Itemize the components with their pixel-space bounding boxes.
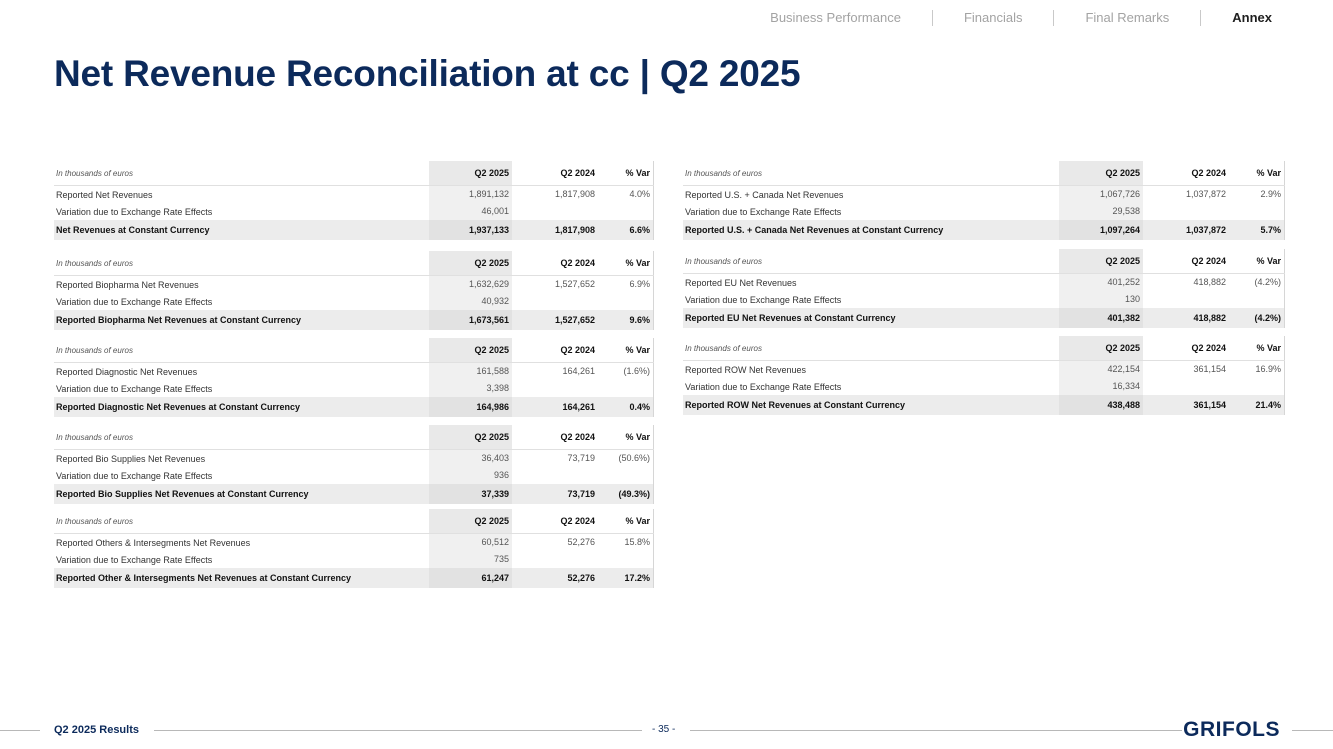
row-label: Variation due to Exchange Rate Effects (685, 206, 842, 217)
unit-label: In thousands of euros (685, 256, 762, 266)
value-q2-2024: 418,882 (1193, 313, 1226, 323)
value-var: 15.8% (598, 534, 654, 551)
value-q2-2024: 1,817,908 (554, 225, 595, 235)
header-q2-2024: Q2 2024 (1191, 343, 1226, 353)
header-var: % Var (1229, 249, 1285, 273)
unit-label: In thousands of euros (56, 258, 133, 268)
reported-row (54, 363, 654, 380)
value-q2-2025: 1,067,726 (1059, 186, 1143, 203)
value-q2-2025: 401,252 (1059, 274, 1143, 291)
value-var (598, 551, 654, 568)
value-q2-2025: 3,398 (429, 380, 512, 397)
nav-financials[interactable]: Financials (963, 10, 1023, 25)
value-var: (1.6%) (598, 363, 654, 380)
header-var: % Var (1229, 161, 1285, 185)
table-header-row (54, 251, 654, 276)
fx-variation-row (54, 380, 654, 397)
value-q2-2024 (1143, 203, 1229, 220)
row-label: Reported Biopharma Net Revenues (56, 279, 199, 290)
value-var (598, 293, 654, 310)
row-label: Reported Bio Supplies Net Revenues at Constant Currency (56, 489, 309, 499)
fx-variation-row (683, 378, 1285, 395)
row-label: Variation due to Exchange Rate Effects (56, 470, 213, 481)
table-header-row (54, 425, 654, 450)
header-var: % Var (598, 161, 654, 185)
revenue-table (683, 336, 1285, 415)
unit-label: In thousands of euros (56, 168, 133, 178)
table-header-row (54, 161, 654, 186)
value-q2-2025: 438,488 (1059, 395, 1143, 415)
revenue-table (54, 161, 654, 240)
row-label: Net Revenues at Constant Currency (56, 225, 210, 235)
value-q2-2024: 1,037,872 (1185, 189, 1226, 199)
reported-row (54, 534, 654, 551)
header-q2-2024: Q2 2024 (560, 345, 595, 355)
value-q2-2025: 36,403 (429, 450, 512, 467)
row-label: Reported Net Revenues (56, 189, 153, 200)
fx-variation-row (683, 291, 1285, 308)
unit-label: In thousands of euros (56, 516, 133, 526)
value-q2-2025: 37,339 (429, 484, 512, 504)
value-q2-2024: 1,817,908 (554, 189, 595, 199)
value-var: 6.9% (598, 276, 654, 293)
value-var: 17.2% (598, 568, 654, 588)
header-q2-2025: Q2 2025 (429, 425, 512, 449)
value-var (598, 203, 654, 220)
revenue-table (54, 425, 654, 504)
footer-divider (154, 730, 642, 731)
row-label: Variation due to Exchange Rate Effects (56, 296, 213, 307)
table-header-row (54, 509, 654, 534)
row-label: Variation due to Exchange Rate Effects (56, 554, 213, 565)
value-q2-2025: 1,891,132 (429, 186, 512, 203)
value-q2-2024: 164,261 (562, 402, 595, 412)
table-header-row (683, 161, 1285, 186)
row-label: Variation due to Exchange Rate Effects (56, 383, 213, 394)
value-q2-2024 (512, 467, 598, 484)
value-q2-2025: 422,154 (1059, 361, 1143, 378)
fx-variation-row (54, 293, 654, 310)
constant-currency-total-row (54, 397, 654, 417)
table-header-row (683, 249, 1285, 274)
fx-variation-row (683, 203, 1285, 220)
row-label: Reported Others & Intersegments Net Revenues (56, 537, 251, 548)
value-var: 16.9% (1229, 361, 1285, 378)
value-q2-2024: 52,276 (567, 537, 595, 547)
value-var: 2.9% (1229, 186, 1285, 203)
value-q2-2025: 29,538 (1059, 203, 1143, 220)
header-q2-2025: Q2 2025 (429, 161, 512, 185)
value-var: 0.4% (598, 397, 654, 417)
row-label: Reported ROW Net Revenues at Constant Currency (685, 400, 906, 410)
row-label: Reported ROW Net Revenues (685, 364, 807, 375)
header-var: % Var (598, 251, 654, 275)
value-q2-2025: 1,937,133 (429, 220, 512, 240)
revenue-table (683, 249, 1285, 328)
constant-currency-total-row (683, 220, 1285, 240)
header-q2-2024: Q2 2024 (1191, 168, 1226, 178)
value-var: 21.4% (1229, 395, 1285, 415)
value-var (1229, 378, 1285, 395)
header-q2-2024: Q2 2024 (560, 516, 595, 526)
revenue-table (54, 338, 654, 417)
value-q2-2025: 60,512 (429, 534, 512, 551)
header-var: % Var (598, 425, 654, 449)
value-var: 4.0% (598, 186, 654, 203)
row-label: Reported EU Net Revenues at Constant Currency (685, 313, 896, 323)
header-q2-2024: Q2 2024 (560, 258, 595, 268)
header-q2-2024: Q2 2024 (560, 432, 595, 442)
value-var: 6.6% (598, 220, 654, 240)
row-label: Reported Biopharma Net Revenues at Constant Currency (56, 315, 302, 325)
value-q2-2025: 46,001 (429, 203, 512, 220)
value-q2-2024: 73,719 (567, 453, 595, 463)
grifols-logo: GRIFOLS (1183, 718, 1280, 741)
value-var: 9.6% (598, 310, 654, 330)
page-title: Net Revenue Reconciliation at cc | Q2 2025 (54, 53, 801, 94)
footer-report-title: Q2 2025 Results (54, 724, 139, 736)
value-q2-2024 (512, 293, 598, 310)
reported-row (54, 276, 654, 293)
row-label: Reported Diagnostic Net Revenues at Constant Currency (56, 402, 301, 412)
row-label: Variation due to Exchange Rate Effects (56, 206, 213, 217)
value-q2-2025: 1,673,561 (429, 310, 512, 330)
value-var (1229, 291, 1285, 308)
value-q2-2025: 735 (429, 551, 512, 568)
value-q2-2024: 1,527,652 (554, 279, 595, 289)
reported-row (683, 274, 1285, 291)
constant-currency-total-row (54, 568, 654, 588)
value-q2-2024: 1,527,652 (554, 315, 595, 325)
unit-label: In thousands of euros (56, 345, 133, 355)
row-label: Reported Bio Supplies Net Revenues (56, 453, 206, 464)
footer-divider (0, 730, 40, 731)
header-q2-2025: Q2 2025 (1059, 336, 1143, 360)
value-q2-2025: 161,588 (429, 363, 512, 380)
revenue-table (54, 251, 654, 330)
value-q2-2025: 1,632,629 (429, 276, 512, 293)
value-var: (49.3%) (598, 484, 654, 504)
value-q2-2025: 40,932 (429, 293, 512, 310)
fx-variation-row (54, 467, 654, 484)
unit-label: In thousands of euros (56, 432, 133, 442)
fx-variation-row (54, 203, 654, 220)
value-q2-2024: 73,719 (567, 489, 595, 499)
row-label: Reported U.S. + Canada Net Revenues at Constant Currency (685, 225, 944, 235)
value-var: (4.2%) (1229, 308, 1285, 328)
footer-divider (690, 730, 1182, 731)
value-q2-2024 (512, 380, 598, 397)
value-q2-2025: 401,382 (1059, 308, 1143, 328)
value-q2-2024 (1143, 291, 1229, 308)
nav-business-performance[interactable]: Business Performance (770, 10, 901, 25)
value-q2-2024 (512, 203, 598, 220)
row-label: Reported Other & Intersegments Net Revenues at Constant Currency (56, 573, 352, 583)
value-q2-2024: 361,154 (1193, 400, 1226, 410)
value-q2-2025: 16,334 (1059, 378, 1143, 395)
value-q2-2025: 936 (429, 467, 512, 484)
value-q2-2024: 418,882 (1193, 277, 1226, 287)
header-q2-2024: Q2 2024 (560, 168, 595, 178)
row-label: Variation due to Exchange Rate Effects (685, 381, 842, 392)
value-var (598, 380, 654, 397)
value-var (1229, 203, 1285, 220)
header-q2-2025: Q2 2025 (429, 509, 512, 533)
constant-currency-total-row (683, 308, 1285, 328)
reported-row (683, 186, 1285, 203)
page-number: - 35 - (652, 724, 676, 735)
constant-currency-total-row (54, 484, 654, 504)
row-label: Reported Diagnostic Net Revenues (56, 366, 198, 377)
nav-annex[interactable]: Annex (1232, 10, 1272, 25)
unit-label: In thousands of euros (685, 343, 762, 353)
nav-final-remarks[interactable]: Final Remarks (1085, 10, 1170, 25)
table-header-row (683, 336, 1285, 361)
value-var (598, 467, 654, 484)
header-q2-2025: Q2 2025 (1059, 249, 1143, 273)
reported-row (54, 450, 654, 467)
value-q2-2025: 1,097,264 (1059, 220, 1143, 240)
constant-currency-total-row (54, 310, 654, 330)
row-label: Reported EU Net Revenues (685, 277, 797, 288)
revenue-table (54, 509, 654, 588)
value-q2-2024: 52,276 (567, 573, 595, 583)
value-q2-2025: 164,986 (429, 397, 512, 417)
header-q2-2025: Q2 2025 (1059, 161, 1143, 185)
top-navigation (739, 9, 1272, 26)
value-q2-2024 (512, 551, 598, 568)
row-label: Reported U.S. + Canada Net Revenues (685, 189, 844, 200)
reported-row (54, 186, 654, 203)
table-header-row (54, 338, 654, 363)
row-label: Variation due to Exchange Rate Effects (685, 294, 842, 305)
header-q2-2025: Q2 2025 (429, 338, 512, 362)
header-q2-2025: Q2 2025 (429, 251, 512, 275)
value-q2-2025: 61,247 (429, 568, 512, 588)
value-var: (4.2%) (1229, 274, 1285, 291)
value-q2-2024: 164,261 (562, 366, 595, 376)
header-var: % Var (1229, 336, 1285, 360)
revenue-table (683, 161, 1285, 240)
reported-row (683, 361, 1285, 378)
value-var: 5.7% (1229, 220, 1285, 240)
fx-variation-row (54, 551, 654, 568)
header-q2-2024: Q2 2024 (1191, 256, 1226, 266)
header-var: % Var (598, 338, 654, 362)
value-q2-2024: 1,037,872 (1185, 225, 1226, 235)
value-var: (50.6%) (598, 450, 654, 467)
footer-divider (1292, 730, 1333, 731)
constant-currency-total-row (683, 395, 1285, 415)
value-q2-2024: 361,154 (1193, 364, 1226, 374)
constant-currency-total-row (54, 220, 654, 240)
unit-label: In thousands of euros (685, 168, 762, 178)
header-var: % Var (598, 509, 654, 533)
value-q2-2024 (1143, 378, 1229, 395)
value-q2-2025: 130 (1059, 291, 1143, 308)
